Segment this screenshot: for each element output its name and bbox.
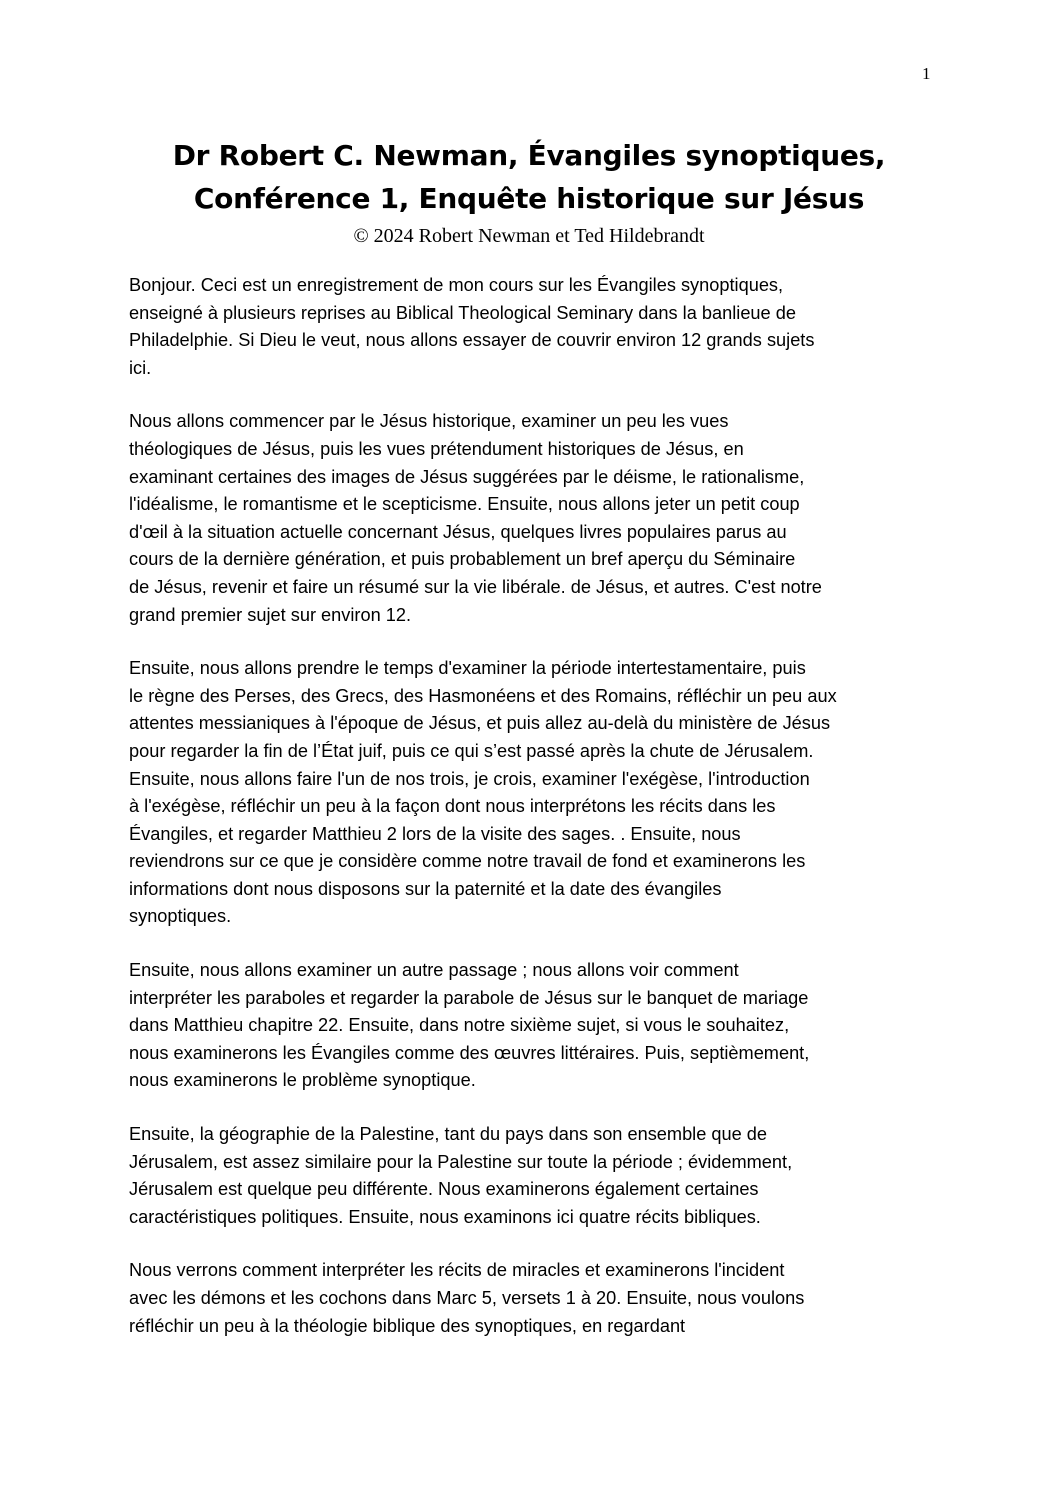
copyright-line: © 2024 Robert Newman et Ted Hildebrandt bbox=[353, 225, 705, 247]
text-line: Évangiles, et regarder Matthieu 2 lors de la visite des sages. . Ensuite, nous bbox=[129, 823, 741, 844]
page-title bbox=[0, 134, 1058, 220]
text-line: de Jésus, revenir et faire un résumé sur la vie libérale. de Jésus, et autres. C'est notre bbox=[129, 576, 822, 597]
paragraph-3 bbox=[129, 655, 939, 931]
title-line-1: Dr Robert C. Newman, Évangiles synoptiques, bbox=[172, 139, 886, 172]
text-line: interpréter les paraboles et regarder la parabole de Jésus sur le banquet de mariage bbox=[129, 987, 809, 1008]
text-line: grand premier sujet sur environ 12. bbox=[129, 604, 412, 625]
text-line: informations dont nous disposons sur la paternité et la date des évangiles bbox=[129, 878, 722, 899]
text-line: synoptiques. bbox=[129, 906, 232, 927]
text-line: l'idéalisme, le romantisme et le scepticisme. Ensuite, nous allons jeter un petit coup bbox=[129, 494, 800, 515]
paragraph-6 bbox=[129, 1257, 939, 1340]
text-line: Bonjour. Ceci est un enregistrement de mon cours sur les Évangiles synoptiques, bbox=[129, 275, 784, 295]
text-line: Ensuite, nous allons prendre le temps d'examiner la période intertestamentaire, puis bbox=[129, 658, 806, 679]
text-line: dans Matthieu chapitre 22. Ensuite, dans notre sixième sujet, si vous le souhaitez, bbox=[129, 1015, 790, 1036]
text-line: réfléchir un peu à la théologie biblique des synoptiques, en regardant bbox=[129, 1315, 686, 1336]
text-line: caractéristiques politiques. Ensuite, nous examinons ici quatre récits bibliques. bbox=[129, 1206, 761, 1227]
paragraph-2 bbox=[129, 408, 939, 629]
paragraph-4 bbox=[129, 957, 939, 1095]
paragraph-5 bbox=[129, 1121, 939, 1231]
text-line: enseigné à plusieurs reprises au Biblical Theological Seminary dans la banlieue de bbox=[129, 302, 796, 323]
text-line: le règne des Perses, des Grecs, des Hasmonéens et des Romains, réfléchir un peu aux bbox=[129, 685, 837, 706]
document-body bbox=[129, 272, 939, 1366]
text-line: Jérusalem est quelque peu différente. Nous examinerons également certaines bbox=[129, 1179, 759, 1200]
title-line-2: Conférence 1, Enquête historique sur Jésus bbox=[193, 182, 865, 215]
text-line: pour regarder la fin de l’État juif, puis ce qui s’est passé après la chute de Jérusalem. bbox=[129, 740, 814, 761]
text-line: attentes messianiques à l'époque de Jésus, et puis allez au-delà du ministère de Jésus bbox=[129, 713, 831, 734]
text-line: théologiques de Jésus, puis les vues prétendument historiques de Jésus, en bbox=[129, 438, 744, 459]
text-line: reviendrons sur ce que je considère comme notre travail de fond et examinerons les bbox=[129, 851, 806, 872]
text-line: d'œil à la situation actuelle concernant Jésus, quelques livres populaires parus au bbox=[129, 521, 787, 542]
text-line: Ensuite, la géographie de la Palestine, tant du pays dans son ensemble que de bbox=[129, 1124, 768, 1145]
page-number: 1 bbox=[922, 64, 931, 83]
text-line: Jérusalem, est assez similaire pour la Palestine sur toute la période ; évidemment, bbox=[129, 1151, 793, 1172]
text-line: Ensuite, nous allons examiner un autre passage ; nous allons voir comment bbox=[129, 960, 739, 981]
text-line: ici. bbox=[129, 357, 152, 378]
text-line: à l'exégèse, réfléchir un peu à la façon dont nous interprétons les récits dans les bbox=[129, 796, 776, 817]
text-line: Philadelphie. Si Dieu le veut, nous allons essayer de couvrir environ 12 grands sujets bbox=[129, 330, 815, 351]
text-line: examinant certaines des images de Jésus suggérées par le déisme, le rationalisme, bbox=[129, 466, 805, 487]
text-line: Nous verrons comment interpréter les récits de miracles et examinerons l'incident bbox=[129, 1260, 785, 1281]
text-line: nous examinerons le problème synoptique. bbox=[129, 1070, 476, 1091]
text-line: cours de la dernière génération, et puis probablement un bref aperçu du Séminaire bbox=[129, 549, 796, 570]
text-line: Nous allons commencer par le Jésus historique, examiner un peu les vues bbox=[129, 411, 729, 432]
text-line: Ensuite, nous allons faire l'un de nos trois, je crois, examiner l'exégèse, l'introduction bbox=[129, 768, 810, 789]
text-line: nous examinerons les Évangiles comme des œuvres littéraires. Puis, septièmement, bbox=[129, 1042, 810, 1063]
paragraph-1 bbox=[129, 272, 939, 382]
text-line: avec les démons et les cochons dans Marc 5, versets 1 à 20. Ensuite, nous voulons bbox=[129, 1288, 805, 1308]
